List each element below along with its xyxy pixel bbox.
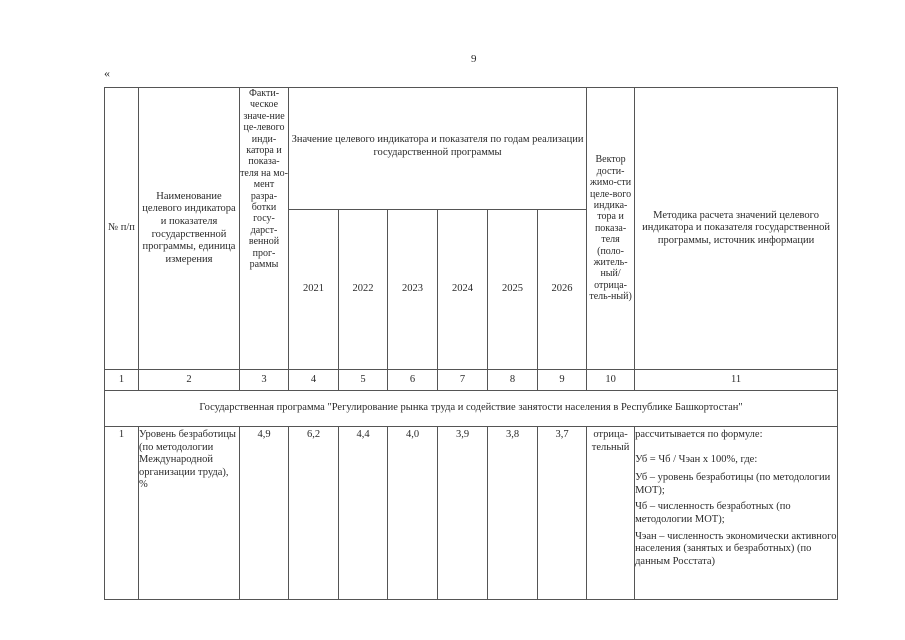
header-method: Методика расчета значений целевого индикатора и показателя государственной программы, источник информации (635, 88, 838, 370)
row-num: 1 (105, 427, 139, 600)
program-title: Государственная программа "Регулирование рынка труда и содействие занятости населения в Республике Башкортостан" (105, 391, 838, 427)
column-number: 2 (139, 370, 240, 391)
method-def-rate: Уб – уровень безработицы (по методологии МОТ); (635, 472, 831, 496)
column-number: 8 (488, 370, 538, 391)
column-number: 1 (105, 370, 139, 391)
header-year: 2021 (289, 210, 339, 370)
column-number: 10 (587, 370, 635, 391)
column-number: 6 (388, 370, 438, 391)
header-num: № п/п (105, 88, 139, 370)
column-number: 3 (240, 370, 289, 391)
value-2023: 4,0 (388, 427, 438, 600)
header-actual: Факти-ческое значе-ние це-левого инди-катора и показа-теля на мо-мент разра-ботки госу-дарст-венной прог-раммы (240, 88, 289, 370)
value-2022: 4,4 (339, 427, 388, 600)
column-number: 4 (289, 370, 339, 391)
method-def-unemployed: Чб – численность безработных (по методологии МОТ); (635, 501, 791, 525)
value-2025: 3,8 (488, 427, 538, 600)
actual-value: 4,9 (240, 427, 289, 600)
indicator-name: Уровень безработицы (по методологии Международной организации труда), % (139, 427, 240, 600)
method-def-active-pop: Чэан – численность экономически активного населения (занятых и безработных) (по данным Росстата) (635, 530, 837, 567)
method-formula: Уб = Чб / Чэан х 100%, где: (635, 453, 758, 465)
header-target-values: Значение целевого индикатора и показателя по годам реализации государственной программы (289, 88, 587, 210)
header-year: 2025 (488, 210, 538, 370)
header-year: 2026 (538, 210, 587, 370)
header-year: 2024 (438, 210, 488, 370)
header-year: 2022 (339, 210, 388, 370)
column-number: 9 (538, 370, 587, 391)
indicator-table (104, 87, 838, 600)
header-vector: Вектор дости-жимо-сти целе-вого индика-тора и показа-теля (поло-житель-ный/ отрица-тель-ный) (587, 88, 635, 370)
page-number: 9 (471, 53, 477, 65)
column-number: 11 (635, 370, 838, 391)
header-year: 2023 (388, 210, 438, 370)
header-name: Наименование целевого индикатора и показателя государственной программы, единица измерения (139, 88, 240, 370)
column-number: 5 (339, 370, 388, 391)
value-2026: 3,7 (538, 427, 587, 600)
vector-value: отрица-тельный (587, 427, 635, 600)
value-2024: 3,9 (438, 427, 488, 600)
column-number: 7 (438, 370, 488, 391)
method-cell (635, 427, 838, 600)
value-2021: 6,2 (289, 427, 339, 600)
method-intro: рассчитывается по формуле: (635, 429, 763, 440)
opening-quote: « (104, 66, 110, 80)
